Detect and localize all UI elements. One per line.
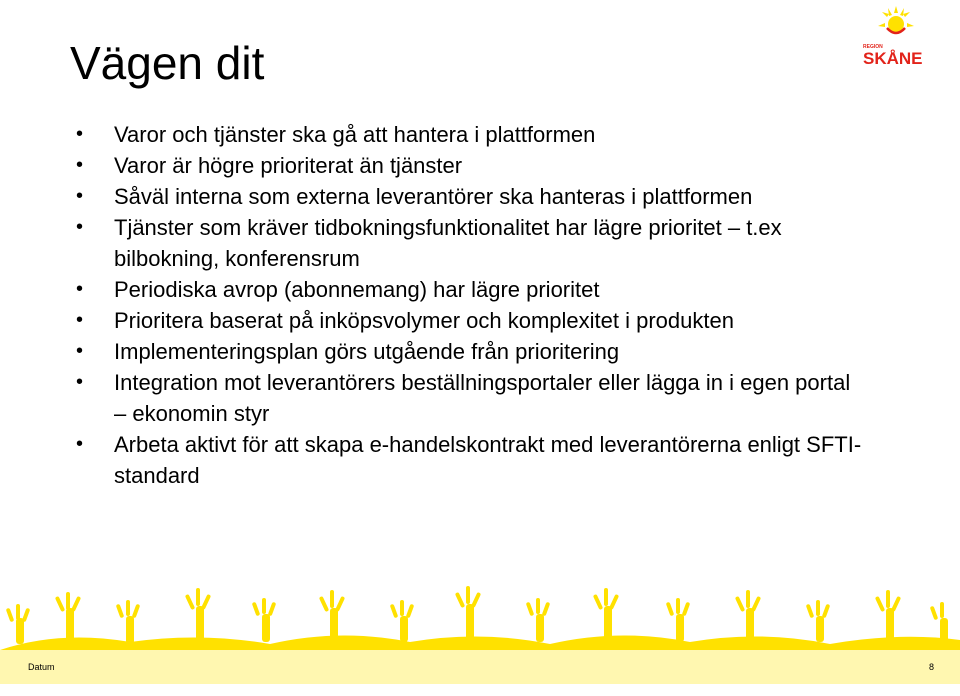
hand-icon	[806, 600, 831, 642]
bullet-item: • Varor och tjänster ska gå att hantera i plattformen	[76, 119, 866, 150]
hand-icon	[526, 598, 551, 642]
hand-icon	[6, 604, 31, 644]
logo-small-text: REGION	[863, 44, 883, 50]
hand-icon	[185, 588, 211, 642]
bullet-item: • Arbeta aktivt för att skapa e-handelskontrakt med leverantörerna enligt SFTI-standard	[76, 429, 866, 491]
slide-title: Vägen dit	[70, 37, 265, 89]
bullet-item: • Varor är högre prioriterat än tjänster	[76, 150, 866, 181]
hand-icon	[390, 600, 415, 642]
sun-icon	[878, 6, 914, 33]
bullet-item: • Prioritera baserat på inköpsvolymer och komplexitet i produkten	[76, 305, 866, 336]
bullet-item: • Såväl interna som externa leverantörer ska hanteras i plattformen	[76, 181, 866, 212]
footer-date: Datum	[28, 662, 55, 672]
hand-icon	[252, 598, 277, 642]
hand-icon	[455, 586, 481, 642]
bullet-item: • Periodiska avrop (abonnemang) har lägre prioritet	[76, 274, 866, 305]
hand-icon	[116, 600, 141, 644]
footer-bar	[0, 650, 960, 684]
page-number: 8	[928, 662, 934, 672]
decorative-hands-border	[0, 578, 960, 650]
hand-icon	[593, 588, 619, 642]
bullet-list	[76, 119, 866, 491]
logo-name: SKÅNE	[863, 49, 923, 68]
bullet-item: • Integration mot leverantörers beställningsportaler eller lägga in i egen portal – ekonomin styr	[76, 367, 866, 429]
hand-icon	[875, 590, 901, 642]
hand-icon	[319, 590, 345, 642]
hand-icon	[55, 592, 81, 642]
hand-icon	[735, 590, 761, 642]
hand-icon	[666, 598, 691, 642]
region-skane-logo	[858, 4, 934, 70]
bullet-item: • Implementeringsplan görs utgående från prioritering	[76, 336, 866, 367]
bullet-item: • Tjänster som kräver tidbokningsfunktionalitet har lägre prioritet – t.ex bilbokning, konferensrum	[76, 212, 866, 274]
